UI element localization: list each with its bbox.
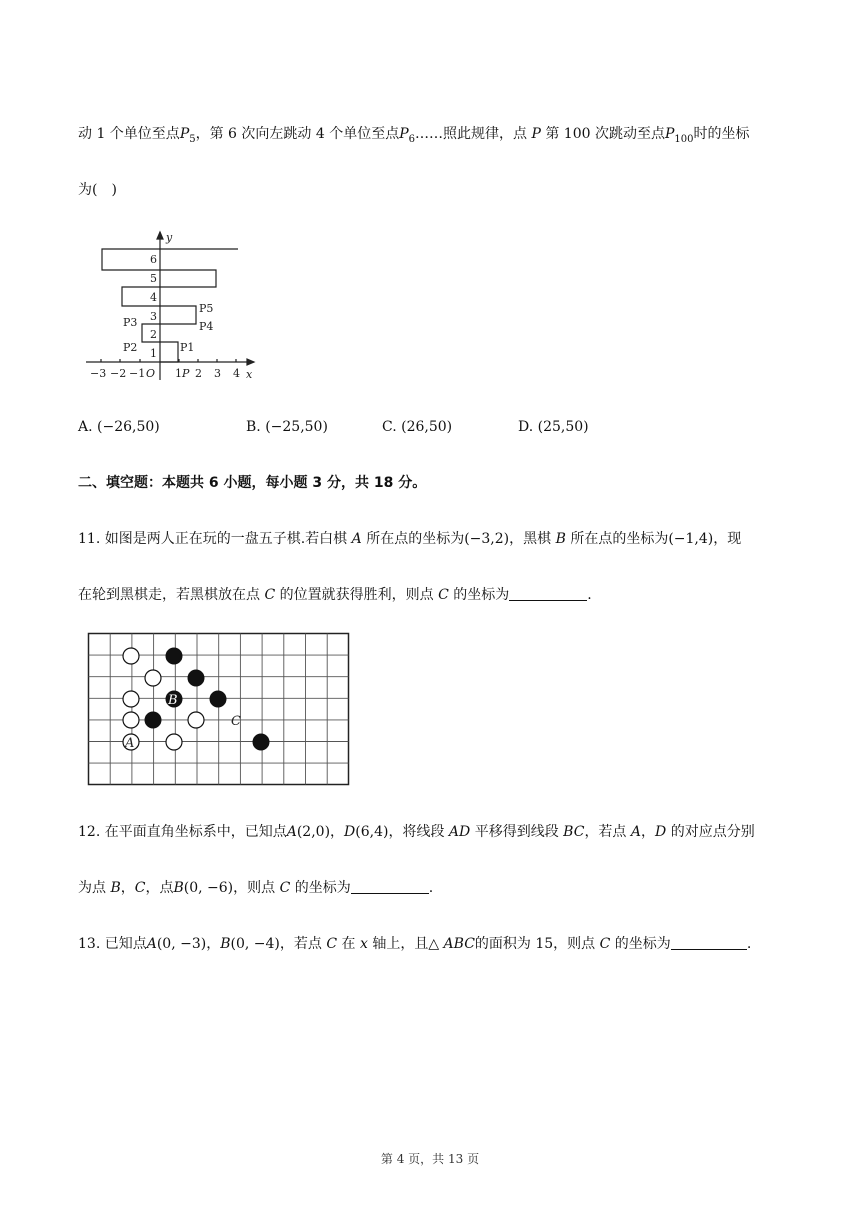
q11-line1: 11. 如图是两人正在玩的一盘五子棋.若白棋 A 所在点的坐标为(−3,2)，黑棋 B 所在点的坐标为(−1,4)，现 [78,531,742,547]
gomoku-board [87,632,351,788]
q13-answer-blank[interactable] [671,935,747,950]
point-label-c: C [231,714,241,729]
black-stone [145,712,161,728]
white-stone [123,712,139,728]
x-label: x [246,368,253,381]
q11-answer-blank[interactable] [509,586,587,601]
white-stone [188,712,204,728]
x-tick-origin: O [146,367,156,380]
black-stone [188,670,204,686]
x-tick-1: 1 [175,367,182,380]
x-tick-neg3: −3 [90,367,107,380]
white-stone [123,691,139,707]
q13-line: 13. 已知点A(0, −3)，B(0, −4)，若点 C 在 x 轴上，且△ ABC的面积为 15，则点 C 的坐标为 . [78,936,752,952]
stone-label-a: A [125,736,135,751]
section-heading-fill-in: 二、填空题：本题共 6 小题，每小题 3 分，共 18 分。 [78,475,427,491]
q10-line2: 为( ) [78,182,117,198]
point-p4: P4 [199,320,214,333]
row-label-3: 3 [150,310,157,323]
x-tick-neg1: −1 [129,367,146,380]
q11-line2: 在轮到黑棋走，若黑棋放在点 C 的位置就获得胜利，则点 C 的坐标为 . [78,587,592,603]
stone-label-b: B [168,693,178,708]
x-tick-neg2: −2 [110,367,127,380]
row-label-1: 1 [150,347,157,360]
row-label-5: 5 [150,272,157,285]
point-p5: P5 [199,302,214,315]
option-a[interactable]: A. (−26,50) [78,419,160,435]
q10-jump-figure [86,228,258,384]
origin-p-label: P [182,367,190,380]
q10-line1: 动 1 个单位至点$P_5$，第 6 次向左跳动 4 个单位至点$P_6\dots\dots$照此规律，点 P 第 100 次跳动至点$P_{100}$时的坐标 [78,126,750,145]
black-stone [210,691,226,707]
q12-line1: 12. 在平面直角坐标系中，已知点A(2,0)，D(6,4)，将线段 AD 平移得到线段 BC，若点 A，D 的对应点分别 [78,824,755,840]
row-label-4: 4 [150,291,157,304]
q12-answer-blank[interactable] [351,879,429,894]
black-stone [253,734,269,750]
row-label-6: 6 [150,253,157,266]
option-b[interactable]: B. (−25,50) [246,419,328,435]
page-footer: 第 4 页，共 13 页 [380,1152,480,1166]
row-label-2: 2 [150,328,157,341]
white-stone [123,648,139,664]
y-label: y [166,231,173,244]
q12-line2: 为点 B，C，点B(0, −6)，则点 C 的坐标为 . [78,880,434,896]
point-p2: P2 [123,341,138,354]
point-p3: P3 [123,316,138,329]
x-axis-arrow [247,359,254,365]
white-stone [166,734,182,750]
y-axis-arrow [157,232,163,239]
option-d[interactable]: D. (25,50) [518,419,589,435]
x-tick-3: 3 [214,367,221,380]
x-tick-4: 4 [233,367,240,380]
white-stone [145,670,161,686]
point-p1: P1 [180,341,195,354]
black-stone [166,648,182,664]
x-tick-2: 2 [195,367,202,380]
option-c[interactable]: C. (26,50) [382,419,453,435]
